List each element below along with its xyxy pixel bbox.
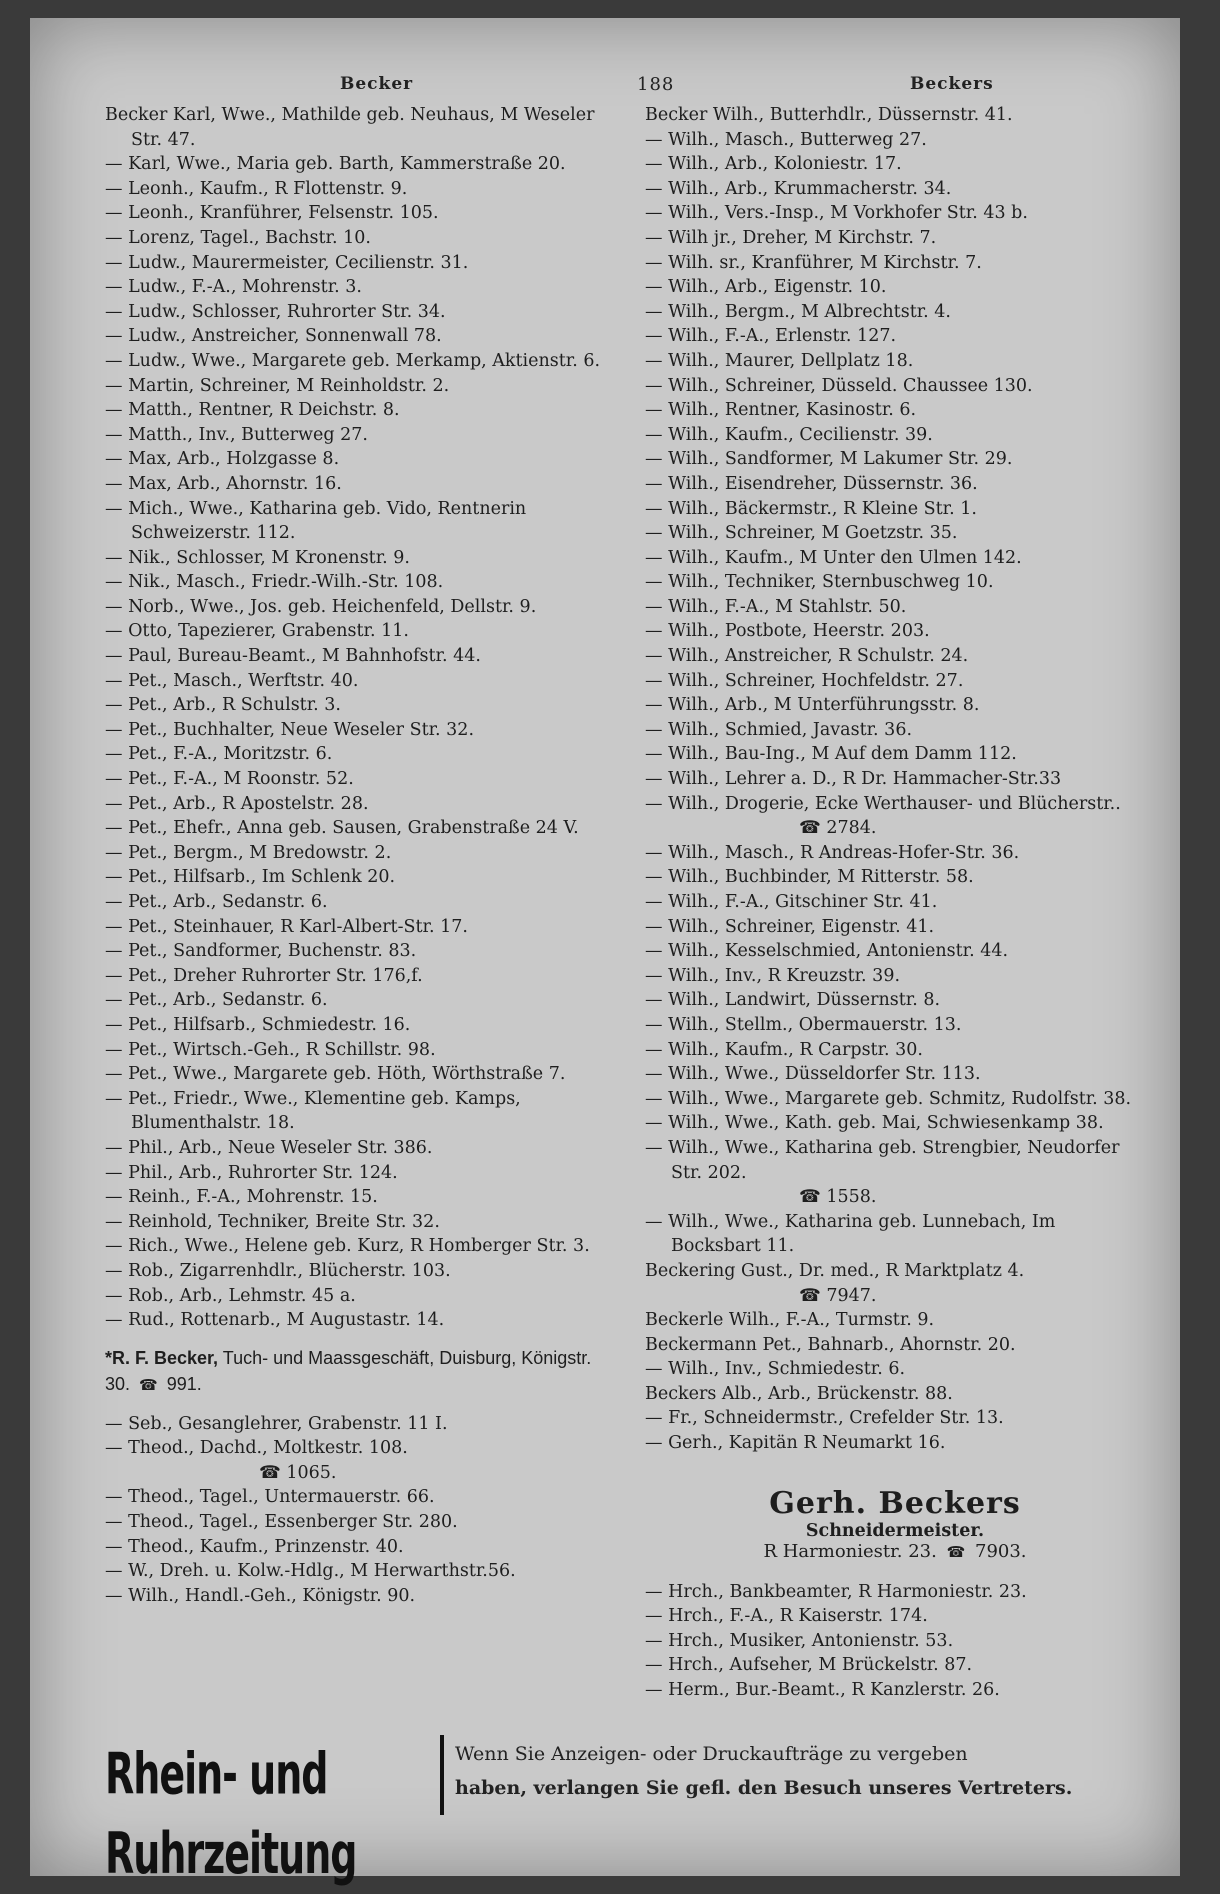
- directory-entry: — Wilh., Schreiner, Düsseld. Chaussee 130.: [645, 375, 1033, 396]
- becker-tuch-ad: [105, 1345, 615, 1398]
- ad-name: *R. F. Becker,: [105, 1347, 219, 1368]
- directory-entry: — Wilh., Schreiner, M Goetzstr. 35.: [645, 523, 958, 544]
- directory-entry: — Wilh., Postbote, Heerstr. 203.: [645, 621, 930, 642]
- directory-entry: — Nik., Masch., Friedr.-Wilh.-Str. 108.: [105, 572, 444, 593]
- directory-entry: — Wilh., Handl.-Geh., Königstr. 90.: [105, 1585, 416, 1606]
- page-number: 188: [637, 74, 675, 95]
- directory-entry: — Hrch., Bankbeamter, R Harmoniestr. 23.: [645, 1581, 1027, 1602]
- directory-entry: — Wilh., Inv., R Kreuzstr. 39.: [645, 965, 901, 986]
- directory-entry: — Pet., Hilfsarb., Schmiedestr. 16.: [105, 1014, 411, 1035]
- phone-icon: ☎: [946, 1542, 966, 1561]
- directory-entry: — Reinh., F.-A., Mohrenstr. 15.: [105, 1187, 378, 1208]
- directory-entry: — Pet., Arb., R Schulstr. 3.: [105, 695, 341, 716]
- ad-title: Gerh. Beckers: [769, 1485, 1021, 1521]
- directory-entry: — Herm., Bur.-Beamt., R Kanzlerstr. 26.: [645, 1680, 1000, 1701]
- directory-entry: — Wilh. sr., Kranführer, M Kirchstr. 7.: [645, 252, 982, 273]
- banner-line-2: haben, verlangen Sie gefl. den Besuch unseres Vertreters.: [455, 1777, 1073, 1799]
- directory-entry: — Hrch., Aufseher, M Brückelstr. 87.: [645, 1655, 973, 1676]
- directory-entry: — Pet., Hilfsarb., Im Schlenk 20.: [105, 867, 396, 888]
- directory-entry: — Matth., Rentner, R Deichstr. 8.: [105, 400, 400, 421]
- directory-entry: — Wilh., Landwirt, Düssernstr. 8.: [645, 990, 941, 1011]
- directory-entry: — Wilh., Sandformer, M Lakumer Str. 29.: [645, 449, 1013, 470]
- directory-entry: — Ludw., Anstreicher, Sonnenwall 78.: [105, 326, 442, 347]
- left-entries: [105, 103, 615, 1333]
- directory-entry: — Wilh., Kaufm., Cecilienstr. 39.: [645, 424, 933, 445]
- directory-entry: — Wilh., Schmied, Javastr. 36.: [645, 719, 913, 740]
- directory-entry: — Nik., Schlosser, M Kronenstr. 9.: [105, 547, 410, 568]
- ad-address: R Harmoniestr. 23.: [763, 1540, 937, 1562]
- directory-entry: — Theod., Tagel., Untermauerstr. 66.: [105, 1487, 435, 1508]
- directory-entry: — Max, Arb., Holzgasse 8.: [105, 449, 340, 470]
- directory-entry: — Wilh., Vers.-Insp., M Vorkhofer Str. 43 b.: [645, 203, 1028, 224]
- directory-entry: — Leonh., Kaufm., R Flottenstr. 9.: [105, 178, 408, 199]
- directory-entry: — Ludw., Wwe., Margarete geb. Merkamp, Aktienstr. 6.: [105, 350, 601, 371]
- directory-entry: — Ludw., F.-A., Mohrenstr. 3.: [105, 277, 362, 298]
- directory-entry: — Reinhold, Techniker, Breite Str. 32.: [105, 1211, 440, 1232]
- directory-entry: — Wilh., Rentner, Kasinostr. 6.: [645, 400, 917, 421]
- directory-entry: — Wilh., Wwe., Düsseldorfer Str. 113.: [645, 1064, 981, 1085]
- directory-entry: — Otto, Tapezierer, Grabenstr. 11.: [105, 621, 409, 642]
- entry-phone: 1065.: [286, 1462, 337, 1483]
- entry-phone-line: ☎ 2784.: [799, 818, 877, 839]
- directory-entry: — Mich., Wwe., Katharina geb. Vido, Rentnerin Schweizerstr. 112.: [105, 498, 527, 544]
- entry-phone: 2784.: [826, 818, 877, 839]
- entry-phone-line: ☎ 7947.: [799, 1285, 877, 1306]
- directory-entry: — Rob., Zigarrenhdlr., Blücherstr. 103.: [105, 1260, 451, 1281]
- running-head-right: Beckers: [910, 74, 994, 94]
- directory-entry: — Wilh., Masch., R Andreas-Hofer-Str. 36.: [645, 842, 1020, 863]
- directory-entry: — Wilh., Arb., Koloniestr. 17.: [645, 154, 902, 175]
- directory-entry: — Rud., Rottenarb., M Augustastr. 14.: [105, 1310, 445, 1331]
- directory-entry: — Phil., Arb., Ruhrorter Str. 124.: [105, 1162, 398, 1183]
- directory-entry: — Pet., Dreher Ruhrorter Str. 176,f.: [105, 965, 423, 986]
- left-column: [105, 103, 615, 1608]
- entry-phone: 1558.: [826, 1187, 877, 1208]
- directory-entry: — Pet., Wwe., Margarete geb. Höth, Wörthstraße 7.: [105, 1064, 566, 1085]
- directory-entry: — Wilh., Anstreicher, R Schulstr. 24.: [645, 646, 969, 667]
- directory-entry: — Pet., Sandformer, Buchenstr. 83.: [105, 941, 417, 962]
- ad-phone: 991.: [166, 1373, 202, 1394]
- ad-address-line: [645, 1541, 1145, 1562]
- banner-text: [455, 1737, 1072, 1805]
- left-entries-b: [105, 1412, 615, 1609]
- directory-entry: — Pet., Friedr., Wwe., Klementine geb. Kamps, Blumenthalstr. 18.: [105, 1088, 521, 1134]
- directory-entry: — W., Dreh. u. Kolw.-Hdlg., M Herwarthstr.56.: [105, 1561, 516, 1582]
- directory-entry: — Lorenz, Tagel., Bachstr. 10.: [105, 227, 371, 248]
- directory-entry: — Gerh., Kapitän R Neumarkt 16.: [645, 1433, 946, 1454]
- directory-entry: — Seb., Gesanglehrer, Grabenstr. 11 I.: [105, 1413, 448, 1434]
- directory-entry: — Theod., Dachd., Moltkestr. 108.: [105, 1438, 408, 1459]
- directory-entry: — Martin, Schreiner, M Reinholdstr. 2.: [105, 375, 450, 396]
- directory-entry: — Wilh., F.-A., Gitschiner Str. 41.: [645, 892, 938, 912]
- directory-entry: — Pet., Arb., R Apostelstr. 28.: [105, 793, 369, 814]
- right-entries: [645, 103, 1145, 1456]
- entry-phone-line: ☎ 1558.: [799, 1187, 877, 1208]
- directory-entry: — Wilh., Buchbinder, M Ritterstr. 58.: [645, 867, 974, 888]
- directory-entry: — Wilh., Wwe., Kath. geb. Mai, Schwiesenkamp 38.: [645, 1113, 1104, 1134]
- directory-entry: — Rob., Arb., Lehmstr. 45 a.: [105, 1285, 356, 1306]
- directory-entry: — Pet., Ehefr., Anna geb. Sausen, Grabenstraße 24 V.: [105, 818, 579, 839]
- directory-entry: — Wilh., Masch., Butterweg 27.: [645, 129, 927, 150]
- directory-entry: Beckering Gust., Dr. med., R Marktplatz 4.: [645, 1260, 1025, 1281]
- directory-entry: — Ludw., Maurermeister, Cecilienstr. 31.: [105, 252, 469, 273]
- directory-entry: — Wilh., Techniker, Sternbuschweg 10.: [645, 572, 994, 593]
- directory-entry: — Wilh., Bergm., M Albrechtstr. 4.: [645, 301, 951, 322]
- directory-entry: — Pet., Arb., Sedanstr. 6.: [105, 990, 328, 1011]
- directory-entry: — Wilh., Arb., Eigenstr. 10.: [645, 277, 887, 298]
- right-entries-b: [645, 1580, 1145, 1703]
- ad-subtitle: Schneidermeister.: [805, 1520, 985, 1541]
- directory-entry: — Hrch., Musiker, Antonienstr. 53.: [645, 1630, 954, 1651]
- directory-entry: — Karl, Wwe., Maria geb. Barth, Kammerstraße 20.: [105, 154, 566, 175]
- directory-entry: — Wilh jr., Dreher, M Kirchstr. 7.: [645, 227, 937, 248]
- directory-entry: — Fr., Schneidermstr., Crefelder Str. 13.: [645, 1408, 1004, 1429]
- banner-divider: [440, 1735, 444, 1815]
- directory-entry: — Wilh., Kaufm., R Carpstr. 30.: [645, 1039, 923, 1060]
- directory-entry: — Wilh., Bau-Ing., M Auf dem Damm 112.: [645, 744, 1017, 765]
- directory-entry: — Wilh., Arb., Krummacherstr. 34.: [645, 178, 952, 199]
- running-head-left: Becker: [340, 74, 414, 94]
- directory-entry: — Wilh., Wwe., Margarete geb. Schmitz, Rudolfstr. 38.: [645, 1088, 1132, 1109]
- entry-phone-line: ☎ 1065.: [259, 1462, 337, 1483]
- right-column: [645, 103, 1145, 1703]
- directory-entry: — Max, Arb., Ahornstr. 16.: [105, 473, 342, 494]
- directory-entry: — Wilh., Drogerie, Ecke Werthauser- und Blücherstr..: [645, 793, 1121, 814]
- phone-icon: ☎: [139, 1375, 158, 1394]
- directory-entry: — Wilh., F.-A., Erlenstr. 127.: [645, 326, 897, 347]
- directory-entry: — Pet., Arb., Sedanstr. 6.: [105, 892, 328, 912]
- entry-phone: 7947.: [826, 1285, 877, 1306]
- ad-text: Tuch- und Maassgeschäft, Duisburg, Königstr. 30.: [105, 1347, 592, 1394]
- directory-entry: — Paul, Bureau-Beamt., M Bahnhofstr. 44.: [105, 646, 481, 667]
- directory-entry: — Wilh., Stellm., Obermauerstr. 13.: [645, 1014, 962, 1035]
- banner-brand: Rhein- und Ruhrzeitung: [105, 1741, 357, 1887]
- directory-entry: — Wilh., Schreiner, Hochfeldstr. 27.: [645, 670, 964, 691]
- directory-entry: Becker Wilh., Butterhdlr., Düssernstr. 41.: [645, 105, 1013, 125]
- directory-entry: — Pet., Bergm., M Bredowstr. 2.: [105, 842, 392, 863]
- directory-entry: — Matth., Inv., Butterweg 27.: [105, 424, 368, 445]
- directory-entry: — Pet., Wirtsch.-Geh., R Schillstr. 98.: [105, 1039, 436, 1060]
- directory-entry: — Rich., Wwe., Helene geb. Kurz, R Homberger Str. 3.: [105, 1236, 590, 1257]
- footer-banner: [105, 1735, 1135, 1887]
- directory-entry: — Pet., F.-A., Moritzstr. 6.: [105, 744, 333, 765]
- directory-entry: — Wilh., Inv., Schmiedestr. 6.: [645, 1359, 906, 1380]
- ad-phone: 7903.: [975, 1540, 1027, 1562]
- directory-entry: — Pet., F.-A., M Roonstr. 52.: [105, 769, 354, 790]
- directory-entry: — Pet., Steinhauer, R Karl-Albert-Str. 17.: [105, 916, 468, 937]
- directory-entry: — Wilh., Maurer, Dellplatz 18.: [645, 350, 914, 371]
- directory-entry: — Theod., Kaufm., Prinzenstr. 40.: [105, 1536, 404, 1557]
- directory-entry: — Hrch., F.-A., R Kaiserstr. 174.: [645, 1606, 928, 1627]
- directory-entry: — Ludw., Schlosser, Ruhrorter Str. 34.: [105, 301, 446, 322]
- directory-entry: Becker Karl, Wwe., Mathilde geb. Neuhaus, M Weseler Str. 47.: [105, 105, 595, 150]
- directory-entry: — Leonh., Kranführer, Felsenstr. 105.: [105, 203, 439, 224]
- directory-entry: — Norb., Wwe., Jos. geb. Heichenfeld, Dellstr. 9.: [105, 596, 537, 617]
- directory-entry: — Wilh., Eisendreher, Düssernstr. 36.: [645, 473, 978, 494]
- directory-entry: — Wilh., Schreiner, Eigenstr. 41.: [645, 916, 935, 937]
- directory-entry: — Theod., Tagel., Essenberger Str. 280.: [105, 1512, 458, 1533]
- directory-entry: — Pet., Masch., Werftstr. 40.: [105, 670, 359, 691]
- directory-entry: — Wilh., Bäckermstr., R Kleine Str. 1.: [645, 498, 977, 519]
- directory-entry: Beckermann Pet., Bahnarb., Ahornstr. 20.: [645, 1334, 1016, 1355]
- directory-entry: Beckerle Wilh., F.-A., Turmstr. 9.: [645, 1310, 935, 1331]
- directory-entry: — Wilh., Wwe., Katharina geb. Lunnebach, Im Bocksbart 11.: [645, 1211, 1056, 1257]
- beckers-schneider-ad: [645, 1486, 1145, 1562]
- directory-entry: — Wilh., Kaufm., M Unter den Ulmen 142.: [645, 547, 1022, 568]
- directory-entry: — Wilh., Lehrer a. D., R Dr. Hammacher-Str.33: [645, 769, 1062, 790]
- directory-entry: Beckers Alb., Arb., Brückenstr. 88.: [645, 1383, 953, 1404]
- directory-entry: — Pet., Buchhalter, Neue Weseler Str. 32.: [105, 719, 475, 740]
- directory-entry: — Wilh., Kesselschmied, Antonienstr. 44.: [645, 941, 1009, 962]
- directory-entry: — Phil., Arb., Neue Weseler Str. 386.: [105, 1137, 433, 1158]
- banner-line-1: Wenn Sie Anzeigen- oder Druckaufträge zu vergeben: [455, 1743, 968, 1765]
- directory-entry: — Wilh., Wwe., Katharina geb. Strengbier, Neudorfer Str. 202.: [645, 1137, 1120, 1183]
- directory-entry: — Wilh., Arb., M Unterführungsstr. 8.: [645, 695, 980, 716]
- directory-entry: — Wilh., F.-A., M Stahlstr. 50.: [645, 596, 907, 617]
